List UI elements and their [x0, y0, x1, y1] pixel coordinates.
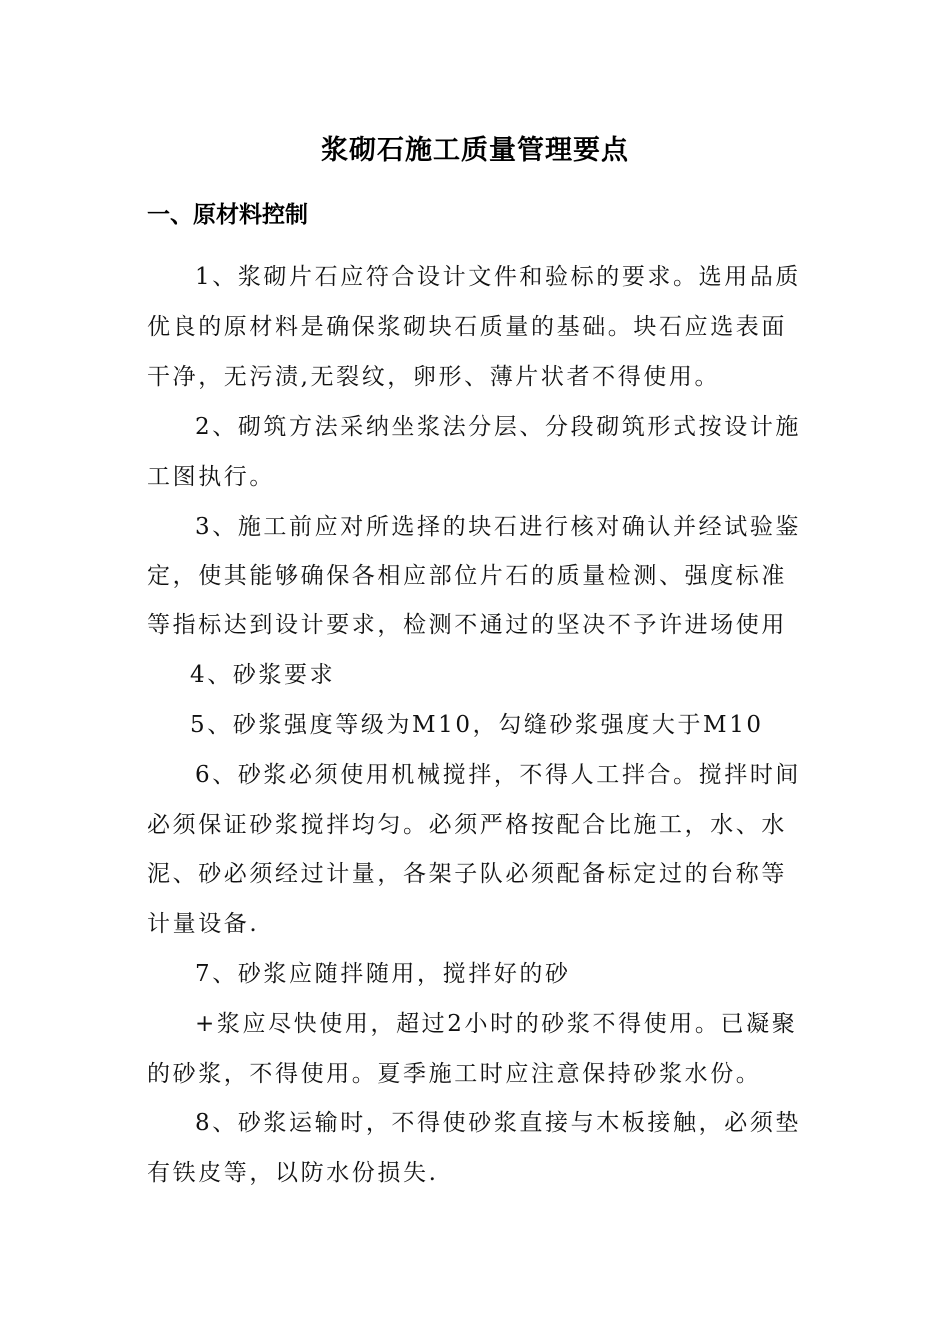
paragraph-line: 3、施工前应对所选择的块石进行核对确认并经试验鉴 [195, 514, 802, 540]
paragraph-line: 干净，无污渍,无裂纹，卵形、薄片状者不得使用。 [147, 364, 721, 390]
paragraph-line: 定，使其能够确保各相应部位片石的质量检测、强度标准 [147, 563, 787, 589]
paragraph-line: 等指标达到设计要求，检测不通过的坚决不予许进场使用 [147, 612, 787, 638]
section-heading: 一、原材料控制 [147, 202, 308, 228]
paragraph-line: 7、砂浆应随拌随用，搅拌好的砂 [195, 961, 571, 987]
document-title: 浆砌石施工质量管理要点 [321, 135, 629, 166]
paragraph-line: +浆应尽快使用，超过2小时的砂浆不得使用。已凝聚 [195, 1011, 798, 1037]
paragraph-line: 计量设备. [147, 911, 260, 937]
paragraph-line: 2、砌筑方法采纳坐浆法分层、分段砌筑形式按设计施 [195, 414, 802, 440]
paragraph-line: 有铁皮等，以防水份损失. [147, 1160, 439, 1186]
paragraph-line: 工图执行。 [147, 464, 275, 490]
paragraph-line: 5、砂浆强度等级为M10，勾缝砂浆强度大于M10 [190, 712, 764, 738]
paragraph-line: 优良的原材料是确保浆砌块石质量的基础。块石应选表面 [147, 314, 787, 340]
paragraph-line: 泥、砂必须经过计量，各架子队必须配备标定过的台称等 [147, 861, 787, 887]
paragraph-line: 8、砂浆运输时，不得使砂浆直接与木板接触，必须垫 [195, 1110, 802, 1136]
paragraph-line: 的砂浆，不得使用。夏季施工时应注意保持砂浆水份。 [147, 1061, 762, 1087]
paragraph-line: 6、砂浆必须使用机械搅拌，不得人工拌合。搅拌时间 [195, 762, 802, 788]
paragraph-line: 必须保证砂浆搅拌均匀。必须严格按配合比施工，水、水 [147, 812, 787, 838]
paragraph-line: 4、砂浆要求 [190, 662, 336, 688]
paragraph-line: 1、浆砌片石应符合设计文件和验标的要求。选用品质 [195, 264, 802, 290]
